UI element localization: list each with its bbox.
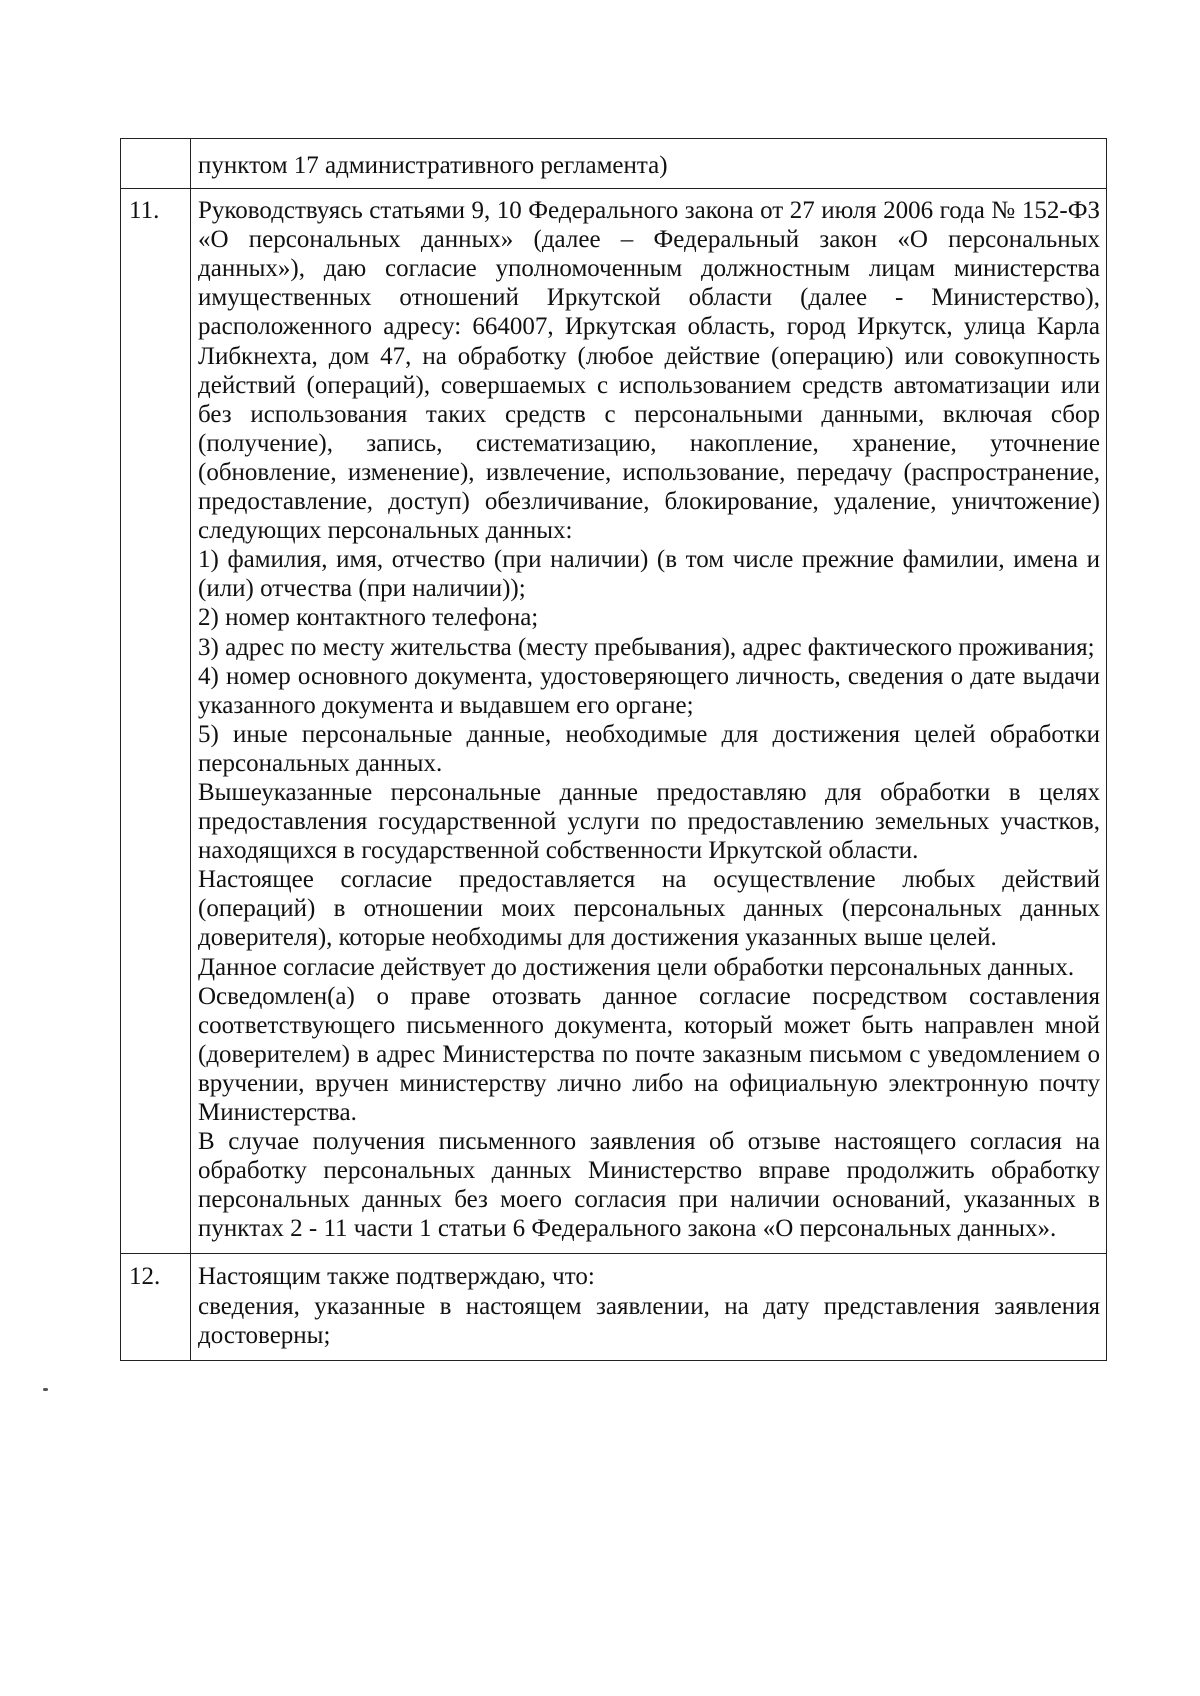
list-item-1: 1) фамилия, имя, отчество (при наличии) (в том числе прежние фамилии, имена и (или) отчества (при наличии)); <box>198 546 1100 603</box>
purpose-paragraph: Вышеуказанные персональные данные предоставляю для обработки в целях предоставления государственной услуги по предоставлению земельных участков, находящихся в государственной собственности Иркутской области. <box>198 778 1100 865</box>
row-text <box>191 1254 1107 1360</box>
document-table <box>120 138 1107 1361</box>
list-item-3: 3) адрес по месту жительства (месту пребывания), адрес фактического проживания; <box>198 633 1095 661</box>
list-item-5: 5) иные персональные данные, необходимые для достижения целей обработки персональных данных. <box>198 720 1100 777</box>
consent-intro-paragraph: Руководствуясь статьями 9, 10 Федерального закона от 27 июля 2006 года № 152-ФЗ «О персональных данных» (далее – Федеральный закон «О персональных данных»), даю согласие уполномоченным должностным лицам министерства имущественных отношений Иркутской области (далее - Министерство), расположенного адресу: 664007, Иркутская область, город Иркутск, улица Карла Либкнехта, дом 47, на обработку (любое действие (операцию) или совокупность действий (операций), совершаемых с использованием средств автоматизации или без использования таких средств с персональными данными, включая сбор (получение), запись, систематизацию, накопление, хранение, уточнение (обновление, изменение), извлечение, использование, передачу (распространение, предоставление, доступ) обезличивание, блокирование, удаление, уничтожение) следующих персональных данных: <box>198 197 1100 545</box>
table-row-11 <box>121 189 1107 1254</box>
continuation-paragraph: В случае получения письменного заявления об отзыве настоящего согласия на обработку персональных данных Министерство вправе продолжить обработку персональных данных без моего согласия при наличии оснований, указанных в пунктах 2 - 11 части 1 статьи 6 Федерального закона «О персональных данных». <box>198 1128 1100 1243</box>
scope-paragraph: Настоящее согласие предоставляется на осуществление любых действий (операций) в отношении моих персональных данных (персональных данных доверителя), которые необходимы для достижения указанных выше целей. <box>198 866 1100 952</box>
duration-paragraph: Данное согласие действует до достижения цели обработки персональных данных. <box>198 953 1075 981</box>
table-row-12 <box>121 1254 1107 1360</box>
scan-artifact-mark <box>43 1388 48 1391</box>
confirmation-item: сведения, указанные в настоящем заявлении, на дату представления заявления достоверны; <box>198 1292 1100 1349</box>
list-item-2: 2) номер контактного телефона; <box>198 604 539 632</box>
row-number <box>121 139 191 189</box>
paragraph: пунктом 17 административного регламента) <box>198 152 668 179</box>
row-number: 11. <box>121 189 191 1254</box>
row-text <box>191 189 1107 1254</box>
revocation-paragraph: Осведомлен(а) о праве отозвать данное согласие посредством составления соответствующего письменного документа, который может быть направлен мной (доверителем) в адрес Министерства по почте заказным письмом с уведомлением о вручении, вручен министерству лично либо на официальную электронную почту Министерства. <box>198 982 1100 1126</box>
table-row-continuation <box>121 139 1107 189</box>
row-text <box>191 139 1107 189</box>
row-number: 12. <box>121 1254 191 1360</box>
list-item-4: 4) номер основного документа, удостоверяющего личность, сведения о дате выдачи указанного документа и выдавшем его органе; <box>198 662 1100 719</box>
confirmation-heading: Настоящим также подтверждаю, что: <box>198 1263 595 1291</box>
